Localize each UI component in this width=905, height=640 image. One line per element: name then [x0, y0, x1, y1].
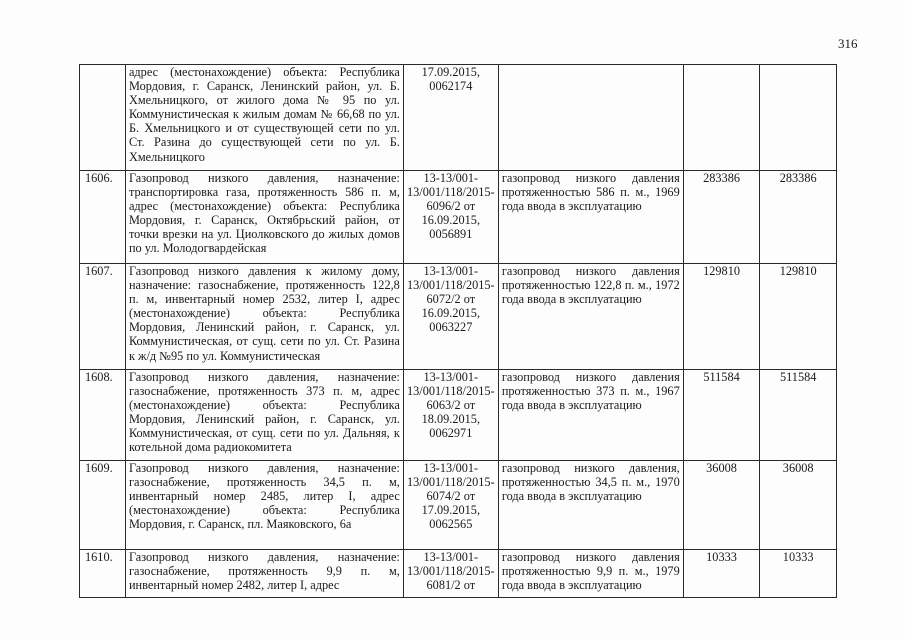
- registration-line: 6072/2 от: [426, 292, 476, 307]
- table-row: [80, 550, 837, 598]
- object-characteristics: газопровод низкого давления протяженностью 373 п. м., 1967 года ввода в эксплуатацию: [498, 370, 683, 461]
- object-description: Газопровод низкого давления, назначение: газоснабжение, протяженность 34,5 п. м, инвентарный номер 2485, литер I, адрес (местонахождение) объекта: Республика Мордовия, г. Саранск, пл. Маяковского, 6а: [125, 461, 403, 550]
- object-characteristics: [498, 65, 683, 171]
- object-description: Газопровод низкого давления к жилому дому, назначение: газоснабжение, протяженность 122,8 п. м, инвентарный номер 2532, литер I, адрес (местонахождение) объекта: Республика Мордовия, Ленинский район, г. Саранск, ул. Коммунистическая, от сущ. сети по ул. Ст. Разина к ж/д №95 по ул. Коммунистическая: [125, 264, 403, 370]
- registration-line: 13-13/001-: [423, 461, 479, 475]
- registration-record: [403, 370, 498, 461]
- registration-line: 13-13/001-: [423, 370, 479, 384]
- registration-line: 6063/2 от: [426, 398, 476, 413]
- object-characteristics: газопровод низкого давления протяженностью 122,8 п. м., 1972 года ввода в эксплуатацию: [498, 264, 683, 370]
- object-description: Газопровод низкого давления, назначение: газоснабжение, протяженность 373 п. м, адрес (местонахождение) объекта: Республика Мордовия, Ленинский район, г. Саранск, ул. Коммунистическая, от сущ. сети по ул. Дальняя, к котельной дома радиокомитета: [125, 370, 403, 461]
- value-cell: 129810: [760, 264, 837, 370]
- registration-line: 13/001/118/2015-: [406, 564, 495, 579]
- row-number: 1606.: [80, 171, 126, 264]
- value-cell: 511584: [683, 370, 760, 461]
- row-number: 1608.: [80, 370, 126, 461]
- row-number: 1607.: [80, 264, 126, 370]
- table-row: [80, 461, 837, 550]
- registration-line: 13/001/118/2015-: [406, 384, 495, 399]
- registration-record: [403, 550, 498, 598]
- registration-line: 6081/2 от: [426, 578, 476, 593]
- value-cell: 10333: [760, 550, 837, 598]
- registration-record: [403, 264, 498, 370]
- registration-line: 0062565: [429, 517, 473, 532]
- registration-line: 13-13/001-: [423, 264, 479, 278]
- object-characteristics: газопровод низкого давления протяженностью 586 п. м., 1969 года ввода в эксплуатацию: [498, 171, 683, 264]
- value-cell: 36008: [760, 461, 837, 550]
- object-characteristics: газопровод низкого давления, протяженностью 34,5 п. м., 1970 года ввода в эксплуатацию: [498, 461, 683, 550]
- registration-line: 18.09.2015,: [421, 412, 481, 427]
- row-number: 1609.: [80, 461, 126, 550]
- table-row: [80, 65, 837, 171]
- registration-line: 0063227: [429, 320, 473, 335]
- object-description: адрес (местонахождение) объекта: Республика Мордовия, г. Саранск, Ленинский район, ул. Б. Хмельницкого, от жилого дома № 95 по ул. Коммунистическая к жилым домам № 66,68 по ул. Б. Хмельницкого и от существующей сети по ул. Ст. Разина до существующей сети по ул. Б. Хмельницкого: [125, 65, 403, 171]
- registration-line: 6096/2 от: [426, 199, 476, 214]
- registration-line: 13-13/001-: [423, 550, 479, 564]
- value-cell: [683, 65, 760, 171]
- registration-line: 13/001/118/2015-: [406, 475, 495, 490]
- object-characteristics: газопровод низкого давления протяженностью 9,9 п. м., 1979 года ввода в эксплуатацию: [498, 550, 683, 598]
- row-number: [80, 65, 126, 171]
- value-cell: [760, 65, 837, 171]
- row-number: 1610.: [80, 550, 126, 598]
- registration-line: 13-13/001-: [423, 171, 479, 185]
- object-description: Газопровод низкого давления, назначение: транспортировка газа, протяженность 586 п. м, адрес (местонахождение) объекта: Республика Мордовия, г. Саранск, Октябрьский район, от точки врезки на ул. Циолковского до жилых домов по ул. Молодогвардейская: [125, 171, 403, 264]
- registration-record: [403, 171, 498, 264]
- registration-line: 0056891: [429, 227, 473, 242]
- registration-line: 0062174: [429, 79, 473, 94]
- value-cell: 283386: [683, 171, 760, 264]
- table-row: [80, 171, 837, 264]
- registration-line: 6074/2 от: [426, 489, 476, 504]
- table-row: [80, 370, 837, 461]
- registration-line: 17.09.2015,: [421, 503, 481, 518]
- registration-record: [403, 65, 498, 171]
- registration-line: 16.09.2015,: [421, 213, 481, 228]
- registration-line: 13/001/118/2015-: [406, 185, 495, 200]
- property-register-table: [79, 64, 837, 598]
- table-row: [80, 264, 837, 370]
- value-cell: 283386: [760, 171, 837, 264]
- value-cell: 10333: [683, 550, 760, 598]
- registration-line: 0062971: [429, 426, 473, 441]
- value-cell: 511584: [760, 370, 837, 461]
- registration-record: [403, 461, 498, 550]
- registration-line: 17.09.2015,: [421, 65, 481, 79]
- registration-line: 13/001/118/2015-: [406, 278, 495, 293]
- value-cell: 129810: [683, 264, 760, 370]
- value-cell: 36008: [683, 461, 760, 550]
- registration-line: 16.09.2015,: [421, 306, 481, 321]
- object-description: Газопровод низкого давления, назначение: газоснабжение, протяженность 9,9 п. м, инвентарный номер 2482, литер I, адрес: [125, 550, 403, 598]
- page-number: 316: [838, 36, 858, 51]
